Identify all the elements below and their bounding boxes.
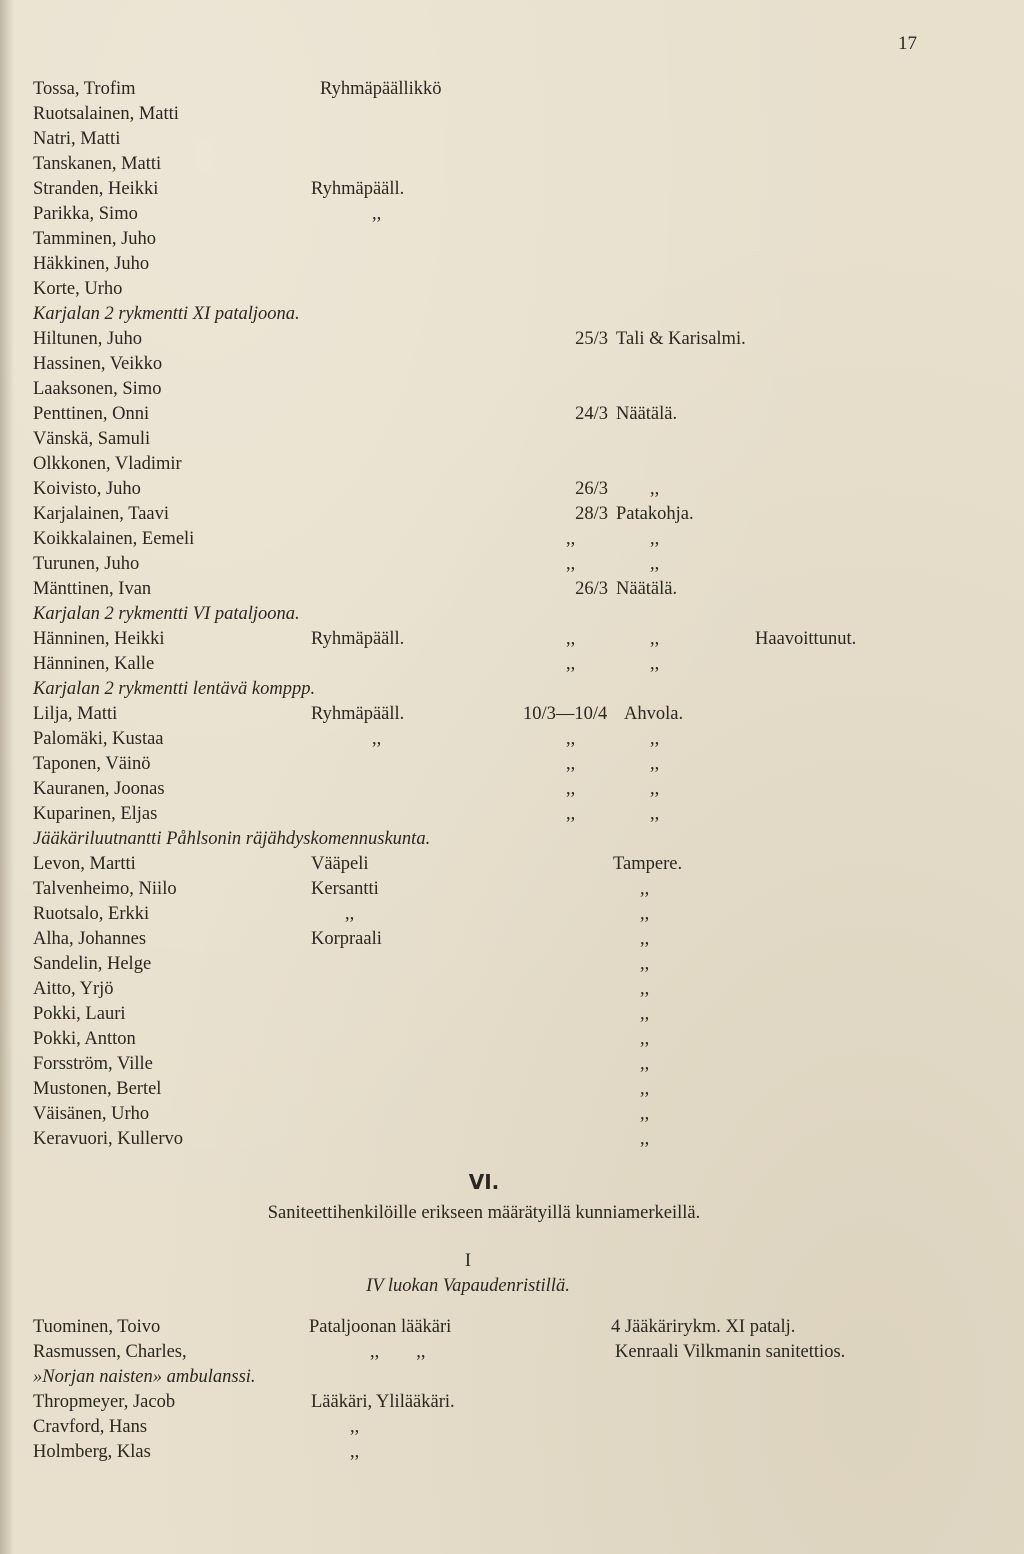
section-heading: Jääkäriluutnantti Påhlsonin räjähdyskomennuskunta. [33, 829, 431, 849]
list-item [0, 1440, 1024, 1465]
list-item [0, 777, 1024, 802]
entry-place: Näätälä. [616, 579, 678, 599]
entry-place: ,, [640, 1029, 650, 1049]
list-item [0, 1415, 1024, 1440]
entry-name: Vänskä, Samuli [33, 429, 151, 449]
entry-name: Hassinen, Veikko [33, 354, 163, 374]
entry-place: ,, [640, 1004, 650, 1024]
entry-place: Näätälä. [616, 404, 678, 424]
list-item [0, 1315, 1024, 1340]
list-item [0, 152, 1024, 177]
list-item [0, 202, 1024, 227]
list-item [0, 552, 1024, 577]
entry-name: Kuparinen, Eljas [33, 804, 158, 824]
list-item [0, 727, 1024, 752]
entry-name: Tuominen, Toivo [33, 1317, 161, 1337]
entry-place: ,, [640, 1079, 650, 1099]
entry-name: Hänninen, Heikki [33, 629, 165, 649]
list-item [0, 377, 1024, 402]
entry-date: 26/3 [575, 579, 608, 599]
list-item [0, 1127, 1024, 1152]
entry-date: 10/3—10/4 [523, 704, 608, 724]
entry-name: Pokki, Lauri [33, 1004, 126, 1024]
entry-date: ,, [566, 779, 576, 799]
entry-rank: Ryhmäpäällikkö [320, 79, 442, 99]
list-item [0, 1340, 1024, 1365]
entry-name: Levon, Martti [33, 854, 136, 874]
entry-name: Parikka, Simo [33, 204, 138, 224]
entry-rank: Kersantti [311, 879, 379, 899]
entry-date: ,, [566, 729, 576, 749]
entry-place: Tali & Karisalmi. [616, 329, 746, 349]
list-item [0, 527, 1024, 552]
list-item [0, 752, 1024, 777]
entry-date: 24/3 [575, 404, 608, 424]
entry-name: Lilja, Matti [33, 704, 118, 724]
entry-name: Thropmeyer, Jacob [33, 1392, 176, 1412]
entry-unit: Kenraali Vilkmanin sanitettios. [615, 1342, 846, 1362]
entry-date: 26/3 [575, 479, 608, 499]
entry-date: 28/3 [575, 504, 608, 524]
list-item [0, 102, 1024, 127]
entry-name: Ruotsalo, Erkki [33, 904, 150, 924]
entry-place: Tampere. [613, 854, 683, 874]
list-item [0, 477, 1024, 502]
entry-place: ,, [650, 729, 660, 749]
entry-rank: ,, [345, 904, 355, 924]
list-item [0, 1077, 1024, 1102]
entry-date: ,, [566, 804, 576, 824]
list-item [0, 902, 1024, 927]
entry-name: Natri, Matti [33, 129, 121, 149]
list-item [0, 177, 1024, 202]
entry-rank: ,, ,, [370, 1342, 426, 1362]
entry-place: ,, [640, 904, 650, 924]
list-item [0, 452, 1024, 477]
entry-place: Patakohja. [616, 504, 694, 524]
list-item [0, 652, 1024, 677]
section-numeral: VI. [468, 1170, 500, 1194]
entry-place: ,, [640, 879, 650, 899]
list-item [0, 577, 1024, 602]
entry-place: ,, [650, 629, 660, 649]
entry-place: ,, [650, 529, 660, 549]
list-item [0, 277, 1024, 302]
subsection-title: IV luokan Vapaudenristillä. [366, 1276, 570, 1296]
entry-place: ,, [650, 479, 660, 499]
page-number: 17 [898, 33, 917, 54]
list-item [0, 927, 1024, 952]
entry-name: Aitto, Yrjö [33, 979, 114, 999]
entry-place: ,, [650, 804, 660, 824]
entry-name: Stranden, Heikki [33, 179, 159, 199]
entry-name: Sandelin, Helge [33, 954, 152, 974]
entry-name: Väisänen, Urho [33, 1104, 150, 1124]
list-item [0, 502, 1024, 527]
entry-name: Koivisto, Juho [33, 479, 141, 499]
entry-date: 25/3 [575, 329, 608, 349]
entry-name: Pokki, Antton [33, 1029, 136, 1049]
list-item [0, 427, 1024, 452]
entry-note: Haavoittunut. [755, 629, 857, 649]
entry-rank: Korpraali [311, 929, 382, 949]
entry-place: Ahvola. [624, 704, 684, 724]
entry-name: Alha, Johannes [33, 929, 147, 949]
entry-name: Ruotsalainen, Matti [33, 104, 179, 124]
entry-name: Olkkonen, Vladimir [33, 454, 182, 474]
list-item [0, 1102, 1024, 1127]
entry-name: Kauranen, Joonas [33, 779, 165, 799]
entry-name: Hänninen, Kalle [33, 654, 155, 674]
entry-rank: ,, [372, 729, 382, 749]
entry-date: ,, [566, 529, 576, 549]
list-item [0, 127, 1024, 152]
entry-name: Mustonen, Bertel [33, 1079, 162, 1099]
entry-place: ,, [650, 654, 660, 674]
entry-name: Taponen, Väinö [33, 754, 151, 774]
entry-rank: Ryhmäpääll. [311, 179, 405, 199]
entry-place: ,, [640, 1129, 650, 1149]
list-item [0, 877, 1024, 902]
list-item [0, 852, 1024, 877]
list-item [0, 1390, 1024, 1415]
entry-name: Karjalainen, Taavi [33, 504, 170, 524]
entry-place: ,, [650, 554, 660, 574]
list-item [0, 77, 1024, 102]
section-title: Saniteettihenkilöille erikseen määrätyillä kunniamerkeillä. [267, 1203, 701, 1223]
section-heading: »Norjan naisten» ambulanssi. [33, 1367, 256, 1387]
section-heading: Karjalan 2 rykmentti VI pataljoona. [33, 604, 300, 624]
subsection-numeral: I [464, 1251, 472, 1271]
entry-rank: ,, [372, 204, 382, 224]
entry-rank: ,, [350, 1442, 360, 1462]
section-heading: Karjalan 2 rykmentti lentävä komppp. [33, 679, 316, 699]
entry-place: ,, [650, 779, 660, 799]
entry-date: ,, [566, 754, 576, 774]
list-item [0, 977, 1024, 1002]
entry-name: Cravford, Hans [33, 1417, 148, 1437]
entry-name: Forsström, Ville [33, 1054, 153, 1074]
entry-unit: 4 Jääkärirykm. XI patalj. [611, 1317, 796, 1337]
entry-name: Koikkalainen, Eemeli [33, 529, 195, 549]
entry-name: Palomäki, Kustaa [33, 729, 164, 749]
list-item [0, 1027, 1024, 1052]
list-item [0, 227, 1024, 252]
entry-date: ,, [566, 554, 576, 574]
entry-name: Laaksonen, Simo [33, 379, 162, 399]
list-item [0, 627, 1024, 652]
entry-rank: Lääkäri, Ylilääkäri. [311, 1392, 455, 1412]
entry-name: Hiltunen, Juho [33, 329, 142, 349]
entry-place: ,, [650, 754, 660, 774]
entry-rank: ,, [350, 1417, 360, 1437]
list-item [0, 1002, 1024, 1027]
list-item [0, 802, 1024, 827]
entry-name: Tossa, Trofim [33, 79, 136, 99]
entry-place: ,, [640, 979, 650, 999]
entry-name: Mänttinen, Ivan [33, 579, 152, 599]
entry-place: ,, [640, 954, 650, 974]
list-item [0, 1052, 1024, 1077]
entry-rank: Vääpeli [311, 854, 369, 874]
entry-rank: Ryhmäpääll. [311, 704, 405, 724]
entry-name: Häkkinen, Juho [33, 254, 150, 274]
list-item [0, 352, 1024, 377]
list-item [0, 252, 1024, 277]
entry-rank: Pataljoonan lääkäri [309, 1317, 452, 1337]
entry-name: Rasmussen, Charles, [33, 1342, 187, 1362]
entry-name: Turunen, Juho [33, 554, 140, 574]
entry-name: Holmberg, Klas [33, 1442, 151, 1462]
entry-place: ,, [640, 1054, 650, 1074]
entry-place: ,, [640, 1104, 650, 1124]
entry-name: Korte, Urho [33, 279, 123, 299]
list-item [0, 952, 1024, 977]
entry-name: Penttinen, Onni [33, 404, 150, 424]
entry-name: Keravuori, Kullervo [33, 1129, 184, 1149]
entry-place: ,, [640, 929, 650, 949]
list-item [0, 402, 1024, 427]
entry-date: ,, [566, 629, 576, 649]
entry-name: Talvenheimo, Niilo [33, 879, 177, 899]
list-item [0, 702, 1024, 727]
entry-name: Tanskanen, Matti [33, 154, 162, 174]
entry-date: ,, [566, 654, 576, 674]
entry-name: Tamminen, Juho [33, 229, 157, 249]
section-heading: Karjalan 2 rykmentti XI pataljoona. [33, 304, 300, 324]
list-item [0, 327, 1024, 352]
entry-rank: Ryhmäpääll. [311, 629, 405, 649]
